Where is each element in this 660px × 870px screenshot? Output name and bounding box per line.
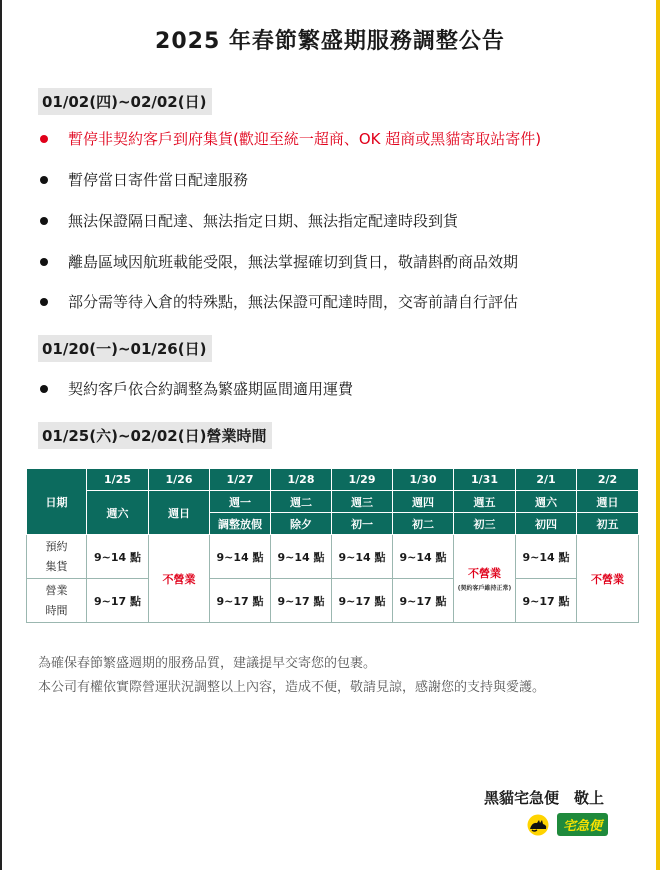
list-item-text: 離島區域因航班載能受限，無法掌握確切到貨日，敬請斟酌商品效期 xyxy=(68,253,519,271)
list-item-text: 暫停非契約客戶到府集貨(歡迎至統一超商、OK 超商或黑貓寄取站寄件) xyxy=(68,130,542,148)
weekday-cell: 週日 xyxy=(577,491,639,513)
pickup-hours-cell: 9~14 點 xyxy=(332,535,393,579)
date-cell: 1/31 xyxy=(454,469,516,491)
date-cell: 1/27 xyxy=(210,469,271,491)
bullet-icon xyxy=(40,298,48,306)
pickup-hours-cell: 9~14 點 xyxy=(393,535,454,579)
section-heading-period-1: 01/02(四)~02/02(日) xyxy=(38,88,212,115)
list-item xyxy=(40,128,541,149)
page-title: 2025 年春節繁盛期服務調整公告 xyxy=(155,29,505,54)
date-label-cell: 日期 xyxy=(27,469,87,535)
bullet-icon xyxy=(40,258,48,266)
list-item-text: 無法保證隔日配達、無法指定日期、無法指定配達時段到貨 xyxy=(68,212,459,230)
left-border xyxy=(0,0,2,870)
bullet-icon xyxy=(40,217,48,225)
list-item-text: 暫停當日寄件當日配達服務 xyxy=(68,171,249,189)
date-cell: 1/29 xyxy=(332,469,393,491)
business-hours-cell: 9~17 點 xyxy=(271,579,332,623)
weekday-cell: 週一 xyxy=(210,491,271,513)
black-cat-icon xyxy=(523,814,553,836)
row-label-business xyxy=(27,579,87,623)
business-hours-cell: 9~17 點 xyxy=(210,579,271,623)
pickup-hours-cell: 9~14 點 xyxy=(87,535,149,579)
pickup-hours-cell: 9~14 點 xyxy=(210,535,271,579)
holiday-note-cell: 初三 xyxy=(454,513,516,535)
bullet-icon xyxy=(40,176,48,184)
list-item-text: 契約客戶依合約調整為繁盛期區間適用運費 xyxy=(68,380,354,398)
date-cell: 2/1 xyxy=(516,469,577,491)
pickup-hours-cell: 9~14 點 xyxy=(271,535,332,579)
row-label-line: 預約 xyxy=(45,539,68,553)
weekday-cell: 週日 xyxy=(149,491,210,535)
list-item xyxy=(40,169,248,190)
weekday-cell: 週二 xyxy=(271,491,332,513)
date-cell: 1/26 xyxy=(149,469,210,491)
holiday-note-cell: 調整放假 xyxy=(210,513,271,535)
holiday-note-cell: 初一 xyxy=(332,513,393,535)
weekday-cell: 週四 xyxy=(393,491,454,513)
bullet-icon xyxy=(40,385,48,393)
date-cell: 2/2 xyxy=(577,469,639,491)
business-hours-table xyxy=(26,468,639,623)
row-label-line: 時間 xyxy=(45,603,68,617)
business-hours-cell: 9~17 點 xyxy=(393,579,454,623)
brand-logo xyxy=(523,813,608,836)
business-hours-cell: 9~17 點 xyxy=(87,579,149,623)
list-item xyxy=(40,291,518,312)
row-label-line: 營業 xyxy=(45,583,68,597)
holiday-note-cell: 初二 xyxy=(393,513,454,535)
weekday-cell: 週六 xyxy=(87,491,149,535)
table-row xyxy=(27,469,639,491)
weekday-cell: 週六 xyxy=(516,491,577,513)
right-border xyxy=(656,0,660,870)
row-label-line: 集貨 xyxy=(45,559,68,573)
logo-wordmark: 宅急便 xyxy=(557,813,608,836)
business-hours-cell: 9~17 點 xyxy=(332,579,393,623)
business-hours-cell: 9~17 點 xyxy=(516,579,577,623)
section-heading-business-hours: 01/25(六)~02/02(日)營業時間 xyxy=(38,422,272,449)
date-cell: 1/30 xyxy=(393,469,454,491)
closed-note: (契約客戶維持正常) xyxy=(457,585,512,592)
holiday-note-cell: 初四 xyxy=(516,513,577,535)
list-item xyxy=(40,251,518,272)
closed-cell: 不營業 xyxy=(149,535,210,623)
closed-label: 不營業 xyxy=(468,567,501,580)
section-heading-period-2: 01/20(一)~01/26(日) xyxy=(38,335,212,362)
date-cell: 1/28 xyxy=(271,469,332,491)
holiday-note-cell: 除夕 xyxy=(271,513,332,535)
date-cell: 1/25 xyxy=(87,469,149,491)
closed-cell: 不營業 xyxy=(577,535,639,623)
weekday-cell: 週三 xyxy=(332,491,393,513)
holiday-note-cell: 初五 xyxy=(577,513,639,535)
row-label-pickup xyxy=(27,535,87,579)
list-item xyxy=(40,378,353,399)
weekday-cell: 週五 xyxy=(454,491,516,513)
bullet-icon xyxy=(40,135,48,143)
footnote-line: 本公司有權依實際營運狀況調整以上內容，造成不便，敬請見諒，感謝您的支持與愛護。 xyxy=(38,680,546,695)
pickup-hours-cell: 9~14 點 xyxy=(516,535,577,579)
signature: 黑貓宅急便 敬上 xyxy=(484,789,605,807)
list-item-text: 部分需等待入倉的特殊點，無法保證可配達時間，交寄前請自行評估 xyxy=(68,293,519,311)
list-item xyxy=(40,210,458,231)
closed-cell-with-note xyxy=(454,535,516,623)
footnote-line: 為確保春節繁盛週期的服務品質，建議提早交寄您的包裹。 xyxy=(38,656,377,671)
table-row xyxy=(27,491,639,513)
table-row xyxy=(27,579,639,623)
table-row xyxy=(27,535,639,579)
